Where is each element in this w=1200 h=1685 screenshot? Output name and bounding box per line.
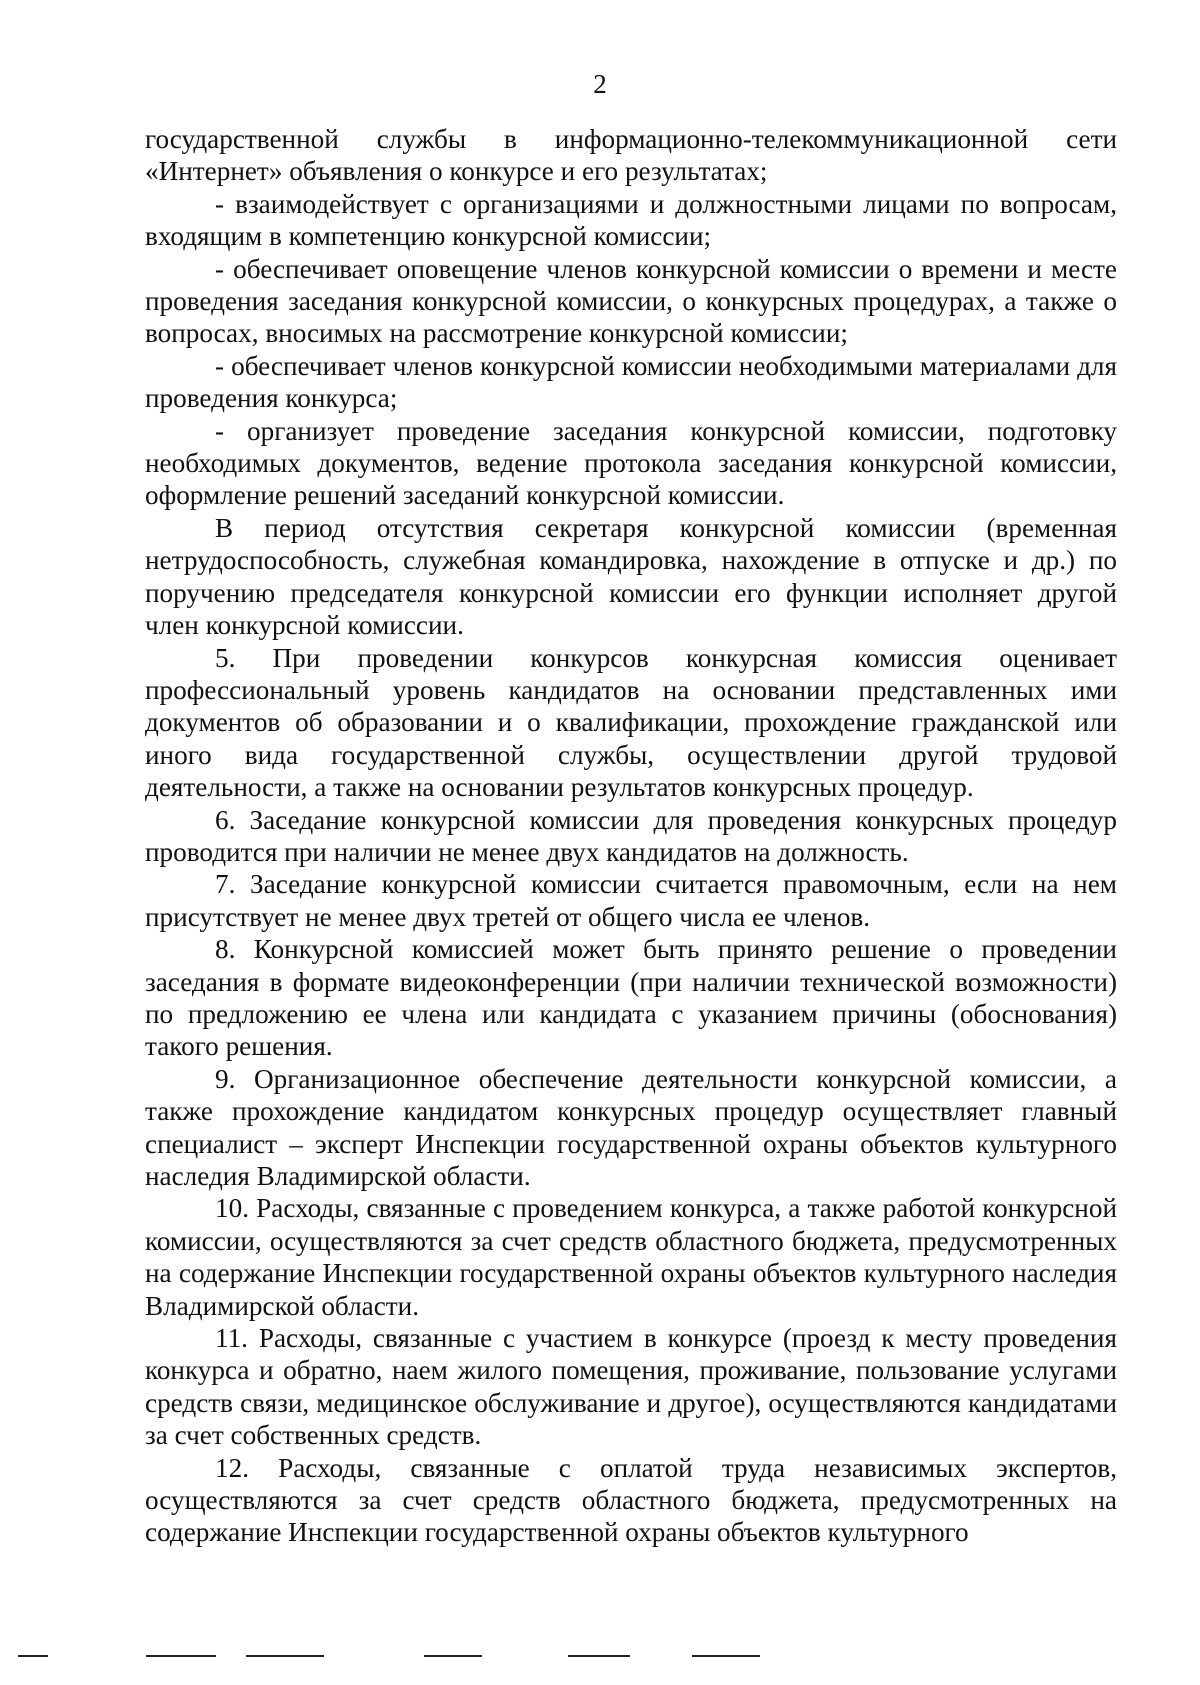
paragraph: 5. При проведении конкурсов конкурсная комиссия оценивает профессиональный уровень кандидатов на основании представленных ими документов об образовании и о квалификации, прохождение гражданской или иного вида государственной службы, осуществлении другой трудовой деятельности, а также на основании результатов конкурсных процедур. bbox=[145, 642, 1117, 803]
paragraph: 9. Организационное обеспечение деятельности конкурсной комиссии, а также прохождение кандидатом конкурсных процедур осуществляет главный специалист – эксперт Инспекции государственной охраны объектов культурного наследия Владимирской области. bbox=[145, 1063, 1117, 1191]
paragraph: - взаимодействует с организациями и должностными лицами по вопросам, входящим в компетенцию конкурсной комиссии; bbox=[145, 188, 1117, 252]
paragraph: 8. Конкурсной комиссией может быть принято решение о проведении заседания в формате видеоконференции (при наличии технической возможности) по предложению ее члена или кандидата с указанием причины (обоснования) такого решения. bbox=[145, 934, 1117, 1062]
paragraph: 7. Заседание конкурсной комиссии считается правомочным, если на нем присутствует не менее двух третей от общего числа ее членов. bbox=[145, 869, 1117, 932]
paragraph: - обеспечивает членов конкурсной комиссии необходимыми материалами для проведения конкурса; bbox=[145, 350, 1117, 414]
footer-rule bbox=[568, 1655, 630, 1657]
page-number: 2 bbox=[593, 69, 607, 99]
paragraph: государственной службы в информационно-телекоммуникационной сети «Интернет» объявления о конкурсе и его результатах; bbox=[145, 124, 1117, 187]
paragraph: 12. Расходы, связанные с оплатой труда независимых экспертов, осуществляются за счет средств областного бюджета, предусмотренных на содержание Инспекции государственной охраны объектов культурного bbox=[145, 1452, 1117, 1548]
paragraph: 10. Расходы, связанные с проведением конкурса, а также работой конкурсной комиссии, осуществляются за счет средств областного бюджета, предусмотренных на содержание Инспекции государственной охраны объектов культурного наследия Владимирской области. bbox=[145, 1193, 1117, 1321]
paragraph: - организует проведение заседания конкурсной комиссии, подготовку необходимых документов, ведение протокола заседания конкурсной комиссии, оформление решений заседаний конкурсной комиссии. bbox=[145, 415, 1117, 511]
footer-rule bbox=[692, 1655, 760, 1657]
footer-rule bbox=[18, 1655, 48, 1657]
document-body bbox=[145, 123, 1117, 1549]
paragraph: В период отсутствия секретаря конкурсной комиссии (временная нетрудоспособность, служебная командировка, нахождение в отпуске и др.) по поручению председателя конкурсной комиссии его функции исполняет другой член конкурсной комиссии. bbox=[145, 512, 1117, 641]
footer-rule bbox=[424, 1655, 482, 1657]
paragraph: - обеспечивает оповещение членов конкурсной комиссии о времени и месте проведения заседания конкурсной комиссии, о конкурсных процедурах, а также о вопросах, вносимых на рассмотрение конкурсной комиссии; bbox=[145, 253, 1117, 349]
paragraph: 6. Заседание конкурсной комиссии для проведения конкурсных процедур проводится при наличии не менее двух кандидатов на должность. bbox=[145, 804, 1117, 867]
footer-rule bbox=[246, 1655, 324, 1657]
paragraph: 11. Расходы, связанные с участием в конкурсе (проезд к месту проведения конкурса и обратно, наем жилого помещения, проживание, пользование услугами средств связи, медицинское обслуживание и другое), осуществляются кандидатами за счет собственных средств. bbox=[145, 1323, 1117, 1451]
footer-rule bbox=[146, 1655, 216, 1657]
footer-scan-rules bbox=[0, 1655, 1200, 1659]
